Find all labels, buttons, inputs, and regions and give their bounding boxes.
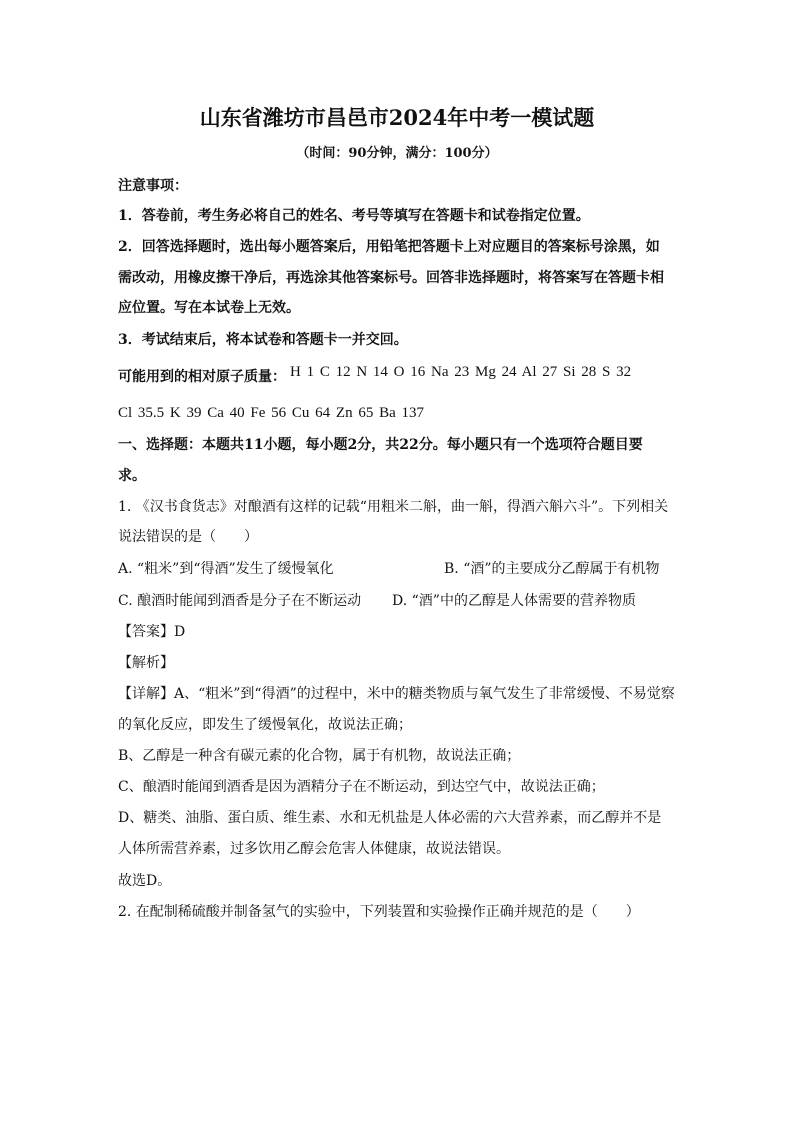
q1-option-d: D. “酒”中的乙醇是人体需要的营养物质: [392, 593, 636, 609]
section-1-heading-line-1: 一、选择题：本题共11小题，每小题2分，共22分。每小题只有一个选项符合题目要: [118, 437, 643, 453]
notice-item-2-line-1: 2．回答选择题时，选出每小题答案后，用铅笔把答题卡上对应题目的答案标号涂黑，如: [118, 239, 660, 255]
notice-item-2-line-3: 应位置。写在本试卷上无效。: [118, 300, 300, 316]
atomic-mass-line-1: H 1 C 12 N 14 O 16 Na 23 Mg 24 Al 27 Si 28 S 32: [290, 364, 632, 380]
q1-option-b: B. “酒”的主要成分乙醇属于有机物: [444, 561, 660, 577]
q1-detail-c: C、酿酒时能闻到酒香是因为酒精分子在不断运动，到达空气中，故说法正确；: [118, 779, 605, 795]
section-1-heading-line-2: 求。: [118, 468, 146, 484]
q1-detail-line-2: 的氧化反应，即发生了缓慢氧化，故说法正确；: [118, 717, 412, 733]
notice-item-3: 3．考试结束后，将本试卷和答题卡一并交回。: [118, 332, 408, 348]
atomic-mass-line-2: Cl 35.5 K 39 Ca 40 Fe 56 Cu 64 Zn 65 Ba 137: [118, 405, 424, 421]
page-title: 山东省潍坊市昌邑市2024年中考一模试题: [199, 105, 595, 130]
notice-item-2-line-2: 需改动，用橡皮擦干净后，再选涂其他答案标号。回答非选择题时，将答案写在答题卡相: [118, 270, 664, 286]
atomic-mass-label: 可能用到的相对原子质量：: [118, 369, 286, 385]
q1-detail-d-line-1: D、糖类、油脂、蛋白质、维生素、水和无机盐是人体必需的六大营养素，而乙醇并不是: [118, 810, 662, 826]
q1-answer: 【答案】D: [118, 624, 186, 640]
exam-time-score: （时间：90分钟，满分：100分）: [296, 146, 498, 161]
q1-conclusion: 故选D。: [118, 873, 172, 889]
q1-analysis-heading: 【解析】: [118, 655, 174, 671]
q1-stem-line-1: 1. 《汉书食货志》对酿酒有这样的记载“用粗米二斛，曲一斛，得酒六斛六斗”。下列相关: [118, 499, 669, 515]
q2-stem: 2. 在配制稀硫酸并制备氢气的实验中，下列装置和实验操作正确并规范的是（ ）: [118, 904, 640, 920]
notice-item-1: 1．答卷前，考生务必将自己的姓名、考号等填写在答题卡和试卷指定位置。: [118, 208, 590, 224]
q1-stem-line-2: 说法错误的是（ ）: [118, 529, 258, 545]
q1-detail-d-line-2: 人体所需营养素，过多饮用乙醇会危害人体健康，故说法错误。: [118, 841, 510, 857]
q1-detail-b: B、乙醇是一种含有碳元素的化合物，属于有机物，故说法正确；: [118, 748, 521, 764]
q1-option-c: C. 酿酒时能闻到酒香是分子在不断运动: [118, 593, 362, 609]
notice-heading: 注意事项：: [118, 178, 188, 194]
q1-detail-line-1: 【详解】A、“粗米”到“得酒”的过程中，米中的糖类物质与氧气发生了非常缓慢、不易觉察: [118, 686, 675, 702]
q1-option-a: A. “粗米”到“得酒”发生了缓慢氧化: [118, 561, 334, 577]
